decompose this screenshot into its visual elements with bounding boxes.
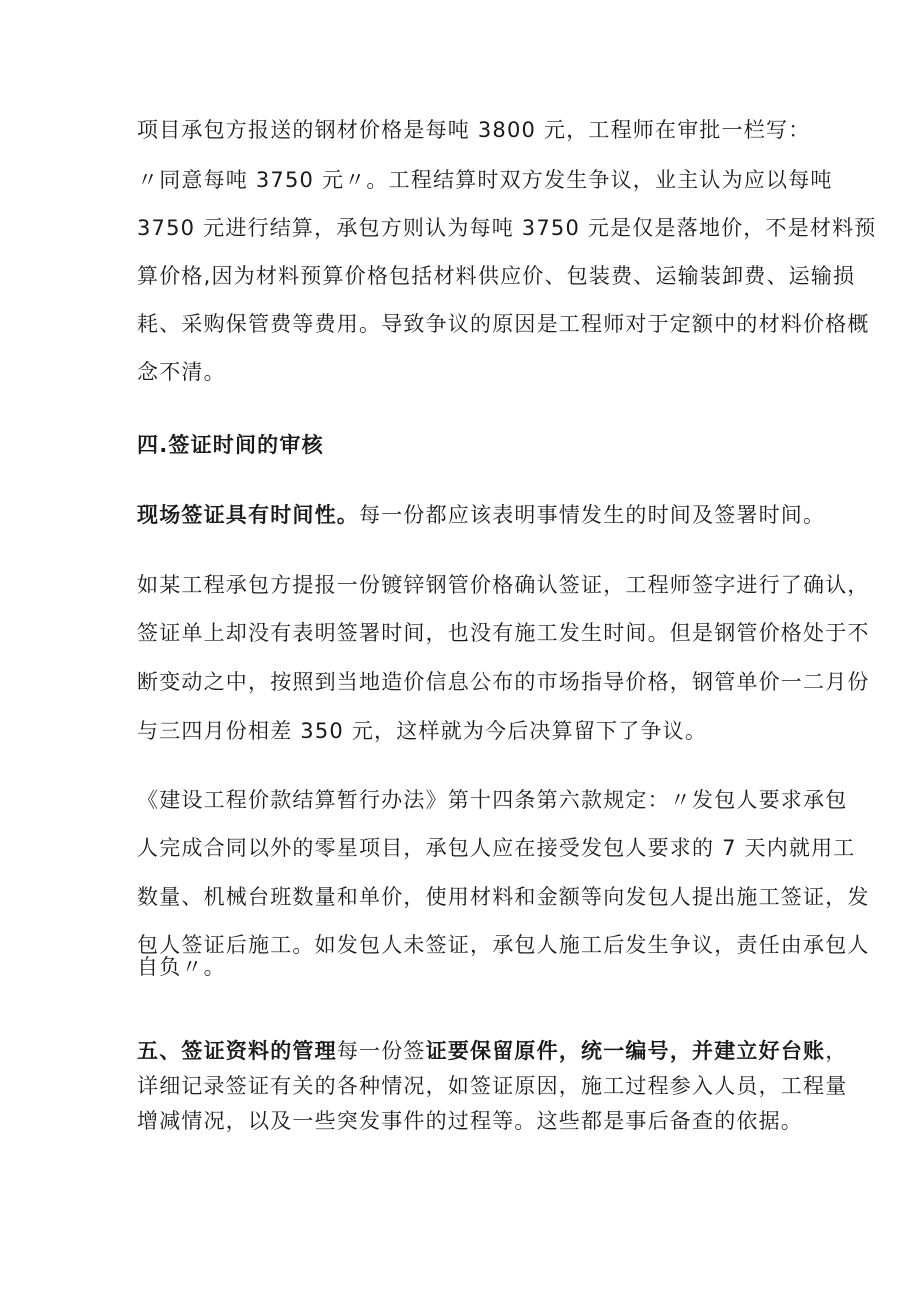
- text-line: 与三四月份相差 350 元，这样就为今后决算留下了争议。: [137, 719, 708, 743]
- bold-text: 证要保留原件，统一编号，并建立好台账: [425, 1039, 826, 1063]
- bold-lead: 现场签证具有时间性。: [137, 503, 359, 527]
- text-line: 签证单上却没有表明签署时间，也没有施工发生时间。但是钢管价格处于不: [137, 621, 870, 645]
- text-line: 《建设工程价款结算暂行办法》第十四条第六款规定：〃发包人要求承包: [137, 788, 848, 812]
- text: 每一份都应该表明事情发生的时间及签署时间。: [359, 503, 826, 527]
- section-heading: 四.签证时间的审核: [137, 433, 324, 457]
- text-line: 包人签证后施工。如发包人未签证，承包人施工后发生争议，责任由承包人: [137, 933, 870, 957]
- text-line: 耗、采购保管费等费用。导致争议的原因是工程师对于定额中的材料价格概: [137, 312, 870, 336]
- text-line: 数量、机械台班数量和单价，使用材料和金额等向发包人提出施工签证，发: [137, 885, 870, 909]
- text-line: 〃同意每吨 3750 元〃。工程结算时双方发生争议，业主认为应以每吨: [137, 168, 833, 192]
- text-line: 项目承包方报送的钢材价格是每吨 3800 元，工程师在审批一栏写：: [137, 118, 811, 142]
- text-line: 详细记录签证有关的各种情况，如签证原因，施工过程参入人员，工程量: [137, 1074, 848, 1098]
- text-line: 人完成合同以外的零星项目，承包人应在接受发包人要求的 7 天内就用工: [137, 836, 856, 860]
- text-line: 如某工程承包方提报一份镀锌钢管价格确认签证，工程师签字进行了确认，: [137, 573, 870, 597]
- section-heading: 五、签证资料的管理: [137, 1039, 337, 1063]
- text-line: [137, 1038, 847, 1064]
- text: ，: [825, 1039, 848, 1063]
- text-line: 3750 元进行结算，承包方则认为每吨 3750 元是仅是落地价，不是材料预: [137, 216, 877, 240]
- text: 每一份签: [336, 1039, 426, 1063]
- text-line: [137, 502, 825, 528]
- text-line: 念不清。: [137, 360, 226, 384]
- text-line: 自负〃。: [137, 955, 226, 979]
- text-line: 增减情况，以及一些突发事件的过程等。这些都是事后备查的依据。: [137, 1109, 803, 1133]
- text-line: 算价格,因为材料预算价格包括材料供应价、包装费、运输装卸费、运输损: [137, 264, 856, 288]
- text-line: 断变动之中，按照到当地造价信息公布的市场指导价格，钢管单价一二月份: [137, 670, 870, 694]
